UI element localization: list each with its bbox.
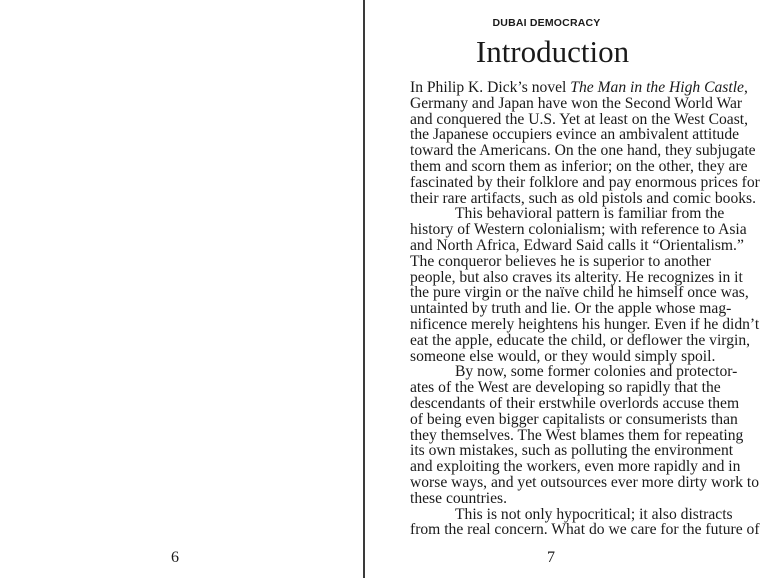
paragraph: [410, 505, 760, 539]
body-text: [410, 79, 760, 539]
text-line: and conquered the U.S. Yet at least on the West Coast,: [410, 110, 748, 128]
paragraph: [410, 205, 760, 365]
text-line: from the real concern. What do we care for the future of: [410, 521, 760, 539]
text-line: untainted by truth and lie. Or the apple whose mag-: [410, 300, 732, 318]
text-line: someone else would, or they would simply spoil.: [410, 347, 716, 365]
text-line: Germany and Japan have won the Second World War: [410, 94, 743, 112]
text-line: these countries.: [410, 489, 507, 507]
book-title-italic: The Man in the High Castle: [570, 79, 744, 96]
text-line: its own mistakes, such as polluting the environment: [410, 442, 734, 460]
text-line: and exploiting the workers, even more rapidly and in: [410, 458, 741, 476]
text-line: This is not only hypocritical; it also distracts: [455, 505, 733, 523]
page-number-right: 7: [547, 549, 555, 566]
text-line: worse ways, and yet outsources ever more dirty work to: [410, 473, 760, 491]
paragraph: [410, 363, 760, 507]
text-line: of being even bigger capitalists or consumerists than: [410, 410, 738, 428]
paragraph: [410, 79, 760, 207]
running-head: DUBAI DEMOCRACY: [492, 17, 601, 29]
text-line: and North Africa, Edward Said calls it “Orientalism.”: [410, 236, 744, 254]
text-line: the pure virgin or the naïve child he himself once was,: [410, 284, 749, 302]
text-line: This behavioral pattern is familiar from the: [455, 205, 725, 223]
text-line: the Japanese occupiers evince an ambivalent attitude: [410, 126, 740, 144]
text-line: ates of the West are developing so rapidly that the: [410, 379, 721, 397]
text-line: their rare artifacts, such as old pistols and comic books.: [410, 189, 757, 207]
text-line: descendants of their erstwhile overlords accuse them: [410, 394, 740, 412]
text-line: fascinated by their folklore and pay enormous prices for: [410, 173, 760, 191]
text-line: history of Western colonialism; with reference to Asia: [410, 221, 747, 239]
text-line: nificence merely heightens his hunger. Even if he didn’t: [410, 315, 760, 333]
chapter-title: Introduction: [475, 34, 630, 69]
left-page: [0, 0, 363, 578]
page-number-left: 6: [171, 549, 179, 566]
text-line: In Philip K. Dick’s novel The Man in the High Castle,: [410, 79, 748, 96]
text-line: people, but also craves its alterity. He recognizes in it: [410, 268, 743, 286]
text-line: By now, some former colonies and protector-: [455, 363, 738, 381]
text-line: The conqueror believes he is superior to another: [410, 252, 711, 270]
text-line: they themselves. The West blames them for repeating: [410, 426, 744, 444]
right-page: [365, 0, 760, 578]
text-line: toward the Americans. On the one hand, they subjugate: [410, 142, 756, 160]
text-line: them and scorn them as inferior; on the other, they are: [410, 157, 748, 175]
text-line: eat the apple, educate the child, or deflower the virgin,: [410, 331, 751, 349]
